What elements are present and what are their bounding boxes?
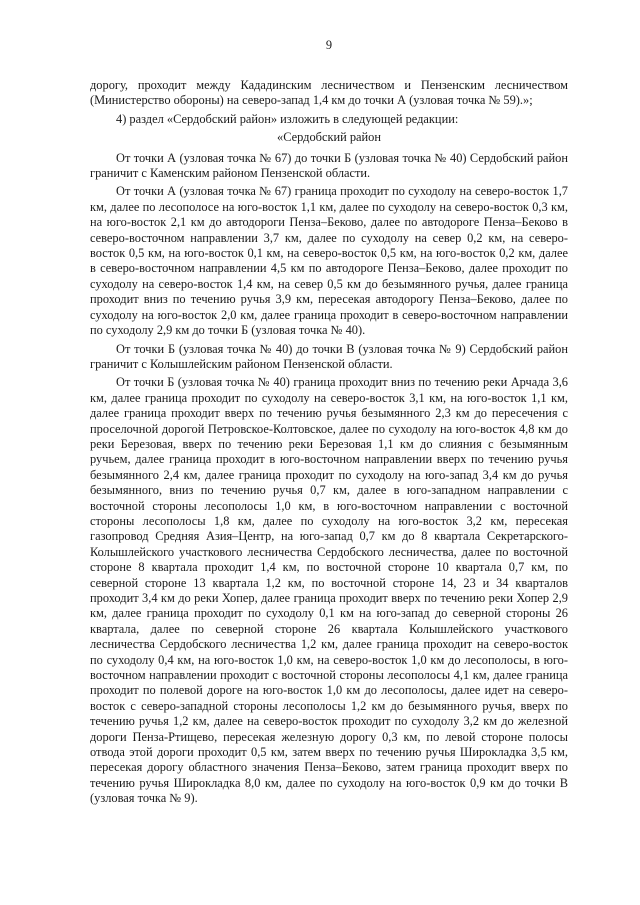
paragraph-route-b-v: От точки Б (узловая точка № 40) граница проходит вниз по течению реки Арчада 3,6 км, далее граница проходит по суходолу на северо-восток 3,1 км, на юго-восток 1,1 км, далее граница проходит вверх по течению ручья безымянного 2,3 км до пересечения с проселочной дорогой Петровское-Колтовское, далее по суходолу на юго-восток 4,8 км до реки Березовая, вверх по течению реки Березовая 1,1 км до слияния с безымянным ручьем, далее граница проходит в юго-восточном направлении вверх по течению ручья безымянного 2,4 км, далее граница проходит по суходолу на юго-запад 3,4 км до ручья безымянного, вниз по течению ручья 0,7 км, далее в юго-западном направлении с восточной стороны лесополосы 1,0 км, в юго-восточном направлении с восточной стороны лесополосы 1,8 км, далее по суходолу на юго-восток 3,2 км, пересекая газопровод Средняя Азия–Центр, на юго-запад 0,7 км до 8 квартала Секретарского-Колышлейского участкового лесничества Сердобского лесничества, далее по восточной стороне 8 квартала проходит 1,4 км, по восточной стороне 10 квартала 0,7 км, по северной стороне 13 квартала 1,2 км, по восточной стороне 14, 23 и 34 кварталов проходит 3,4 км до реки Хопер, далее граница проходит вверх по течению реки Хопер 2,9 км, далее граница проходит по суходолу 0,1 км на юго-запад до северной стороны 26 квартала, далее по северной стороне 26 квартала Колышлейского участкового лесничества Сердобского лесничества 1,2 км, далее граница проходит на северо-восток по суходолу 0,4 км, на юго-восток 1,0 км, на северо-восток 1,0 км до лесополосы, в юго-восточном направлении проходит с восточной стороны лесополосы 4,1 км, далее граница проходит по полевой дороге на юго-восток 1,0 км до лесополосы, далее идет на северо-восток с северо-западной стороны лесополосы 1,2 км до безымянного ручья, вверх по течению ручья 1,2 км, далее на северо-восток проходит по суходолу 3,2 км до железной дороги Пенза-Ртищево, пересекая железную дорогу 0,3 км, по левой стороне полосы отвода этой дороги проходит 0,5 км, затем вверх по течению ручья Широкладка 3,5 км, пересекая дорогу областного значения Пенза–Беково, затем граница проходит вверх по течению ручья Широкладка 8,0 км, далее по суходолу на юго-восток 0,9 км до точки В (узловая точка № 9). xyxy=(90,375,568,806)
paragraph-route-a-b: От точки А (узловая точка № 67) граница проходит по суходолу на северо-восток 1,7 км, далее по лесополосе на юго-восток 1,1 км, далее по суходолу на северо-восток 0,3 км, на юго-восток 2,1 км до автодороги Пенза–Беково, далее по автодороге Пенза–Беково в северо-восточном направлении 3,7 км, далее по суходолу на север 0,2 км, на северо-восток 0,5 км, на юго-восток 0,1 км, на северо-восток 0,5 км, на юго-восток 0,2 км, далее в северо-восточном направлении 4,5 км по автодороге Пенза–Беково, далее проходит по суходолу на северо-восток 1,4 км, на север 0,5 км до безымянного ручья, далее граница проходит вниз по течению ручья 3,9 км, пересекая автодорогу Пенза–Беково, далее по суходолу на юго-восток 2,0 км, далее граница проходит в северо-восточном направлении по суходолу 2,9 км до точки Б (узловая точка № 40). xyxy=(90,184,568,338)
paragraph-border-b-v: От точки Б (узловая точка № 40) до точки В (узловая точка № 9) Сердобский район граничит с Колышлейским районом Пензенской области. xyxy=(90,341,568,371)
section-heading: «Сердобский район xyxy=(277,130,381,145)
paragraph-border-a-b: От точки А (узловая точка № 67) до точки Б (узловая точка № 40) Сердобский район граничит с Каменским районом Пензенской области. xyxy=(90,150,568,181)
page-number: 9 xyxy=(325,38,333,52)
paragraph-continuation: дорогу, проходит между Кададинским лесничеством и Пензенским лесничеством (Министерство обороны) на северо-запад 1,4 км до точки А (узловая точка № 59).»; xyxy=(90,78,568,108)
paragraph-item-4: 4) раздел «Сердобский район» изложить в следующей редакции: xyxy=(116,111,459,126)
document-body xyxy=(90,78,568,807)
